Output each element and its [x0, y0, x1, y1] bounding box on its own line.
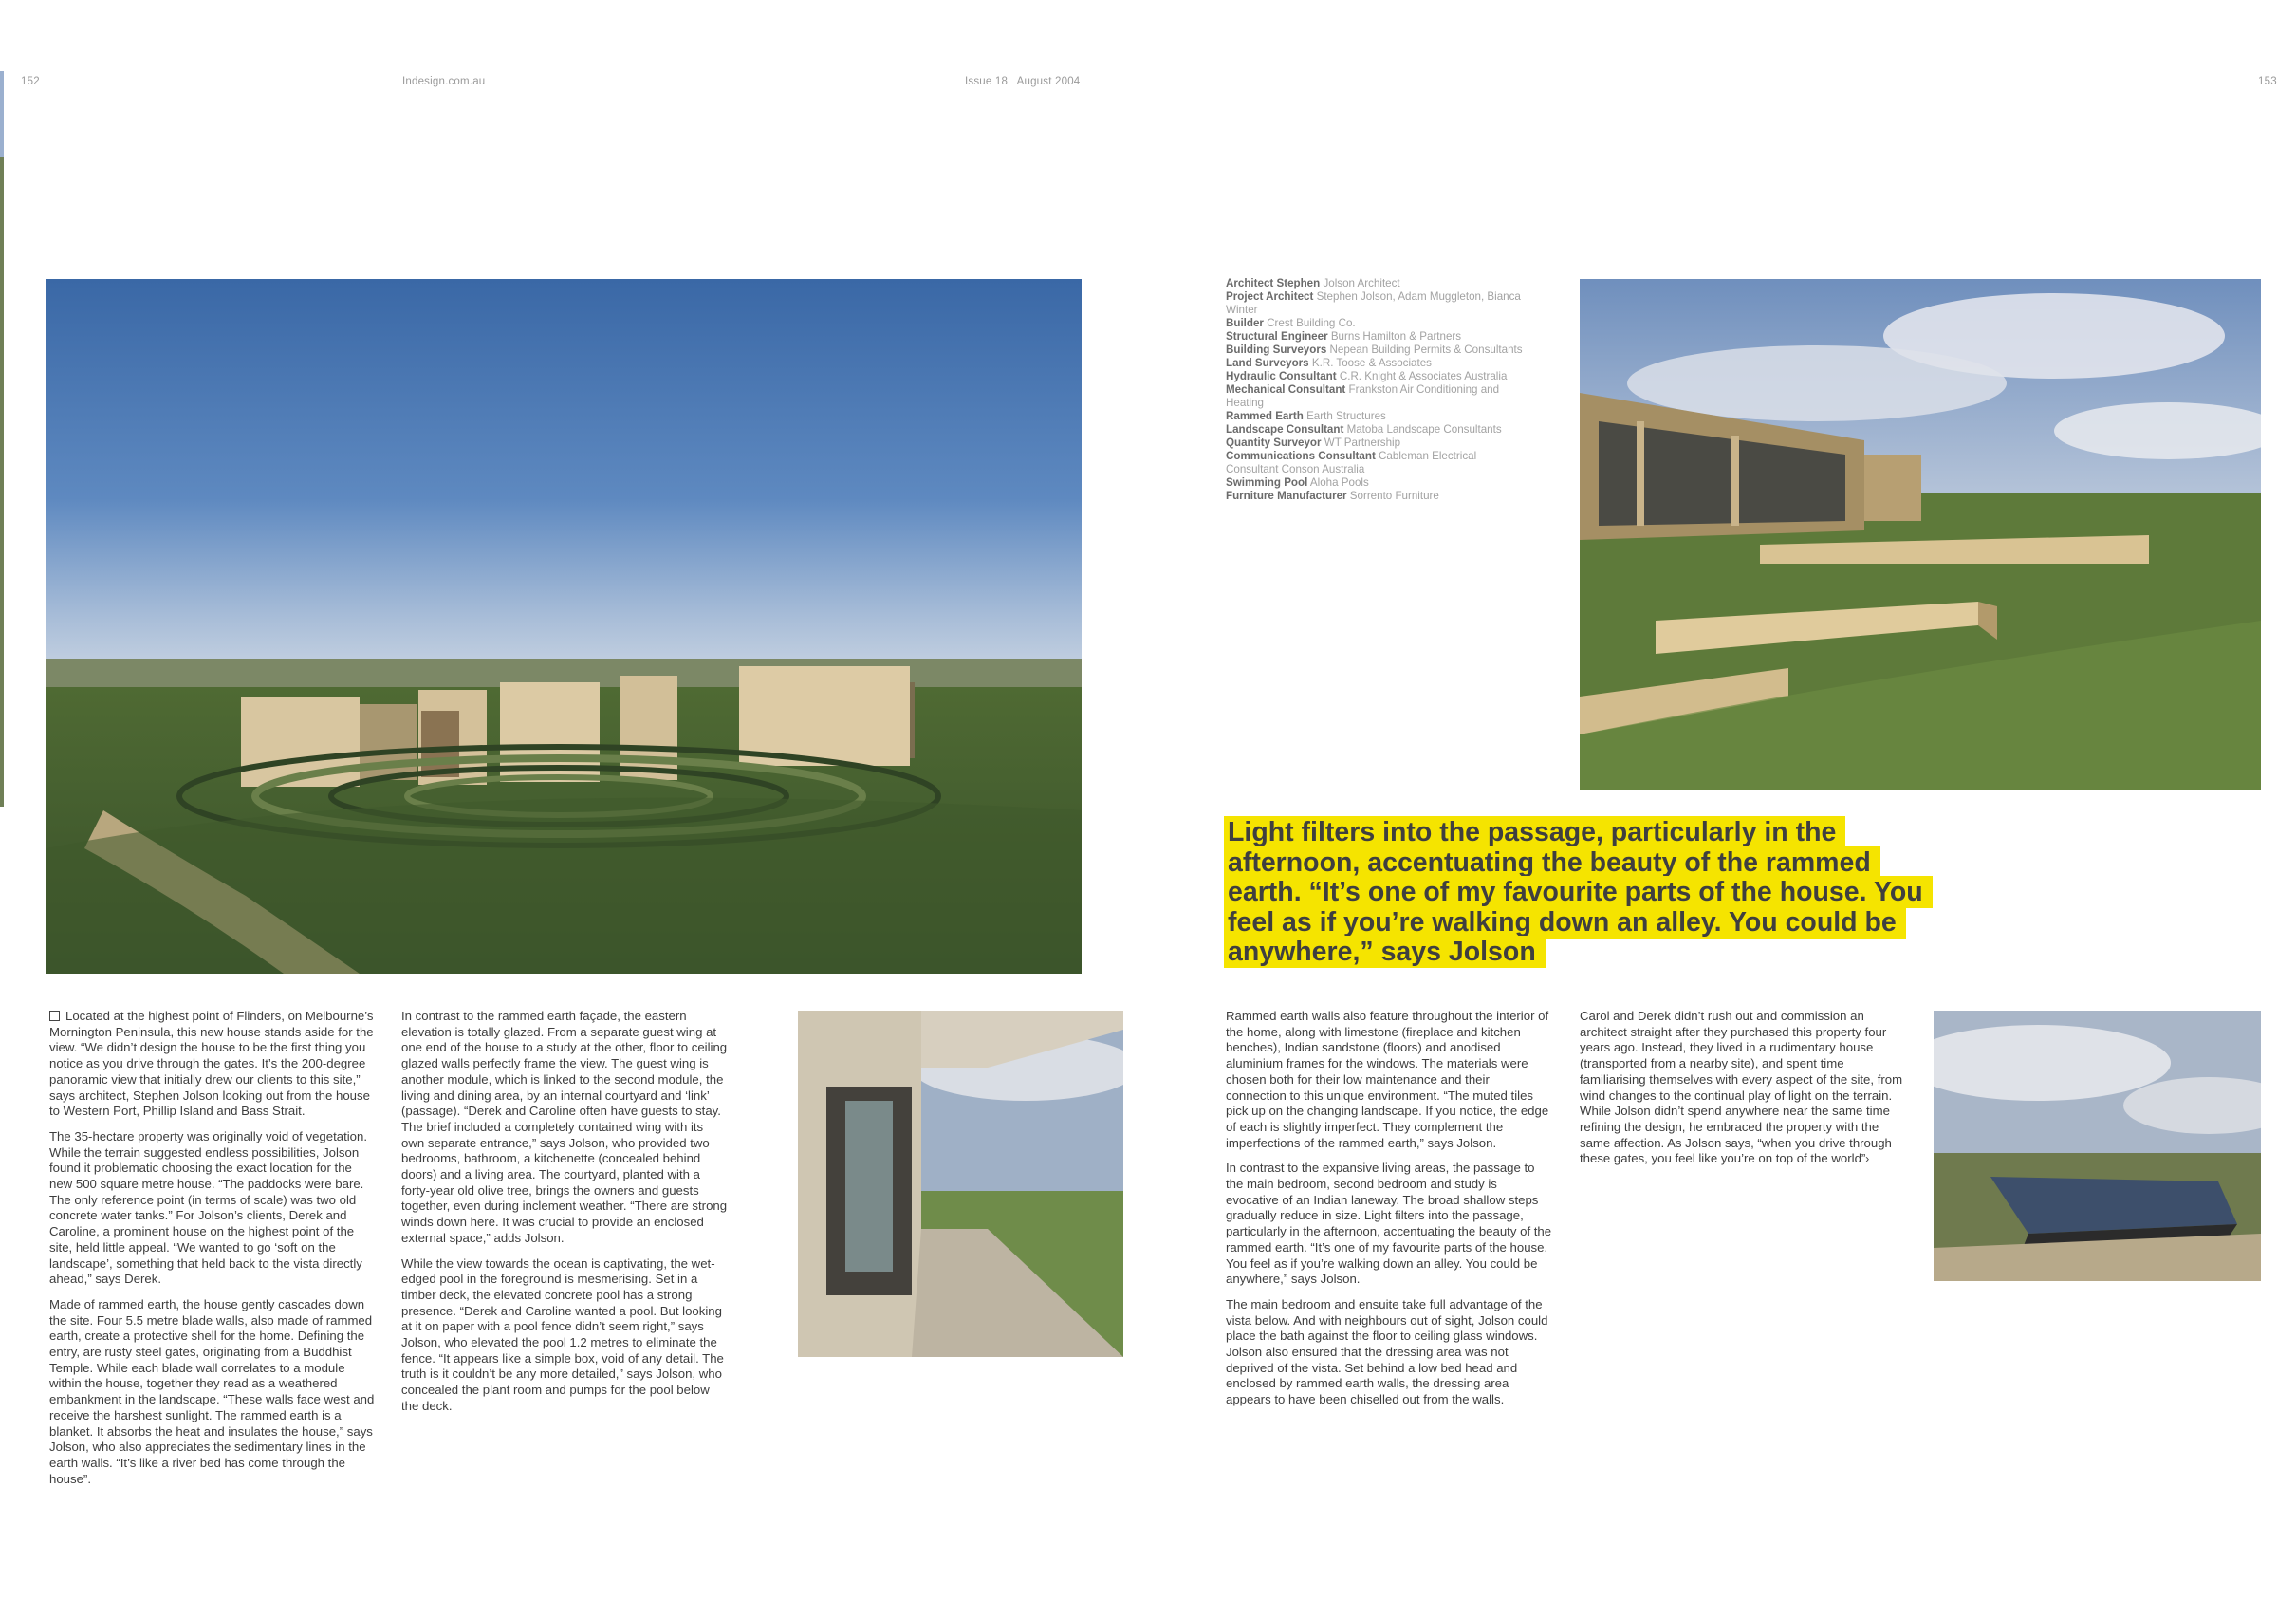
credit-entry: Communications Consultant Cableman Electrical Consultant Conson Australia	[1226, 450, 1477, 475]
page-edge-strip	[0, 71, 4, 807]
credit-entry: Project Architect Stephen Jolson, Adam Muggleton, Bianca Winter	[1226, 290, 1521, 316]
paragraph: In contrast to the rammed earth façade, the eastern elevation is totally glazed. From a separate guest wing at one end of the house to a study at the other, floor to ceiling glazed walls perfectly frame the view. The guest wing is another module, which is linked to the second module, the living and dining area, by an internal courtyard and ‘link’ (passage). “Derek and Caroline often have guests to stay. The brief included a completely contained wing with its own separate entrance,” says Jolson, who provided two bedrooms, bathroom, a kitchenette (concealed behind doors) and a living area. The courtyard, planted with a forty-year old olive tree, brings the owners and guests together, even during inclement weather. “There are strong winds down here. It was crucial to provide an enclosed external space,” adds Jolson.	[401, 1009, 728, 1245]
credit-entry: Furniture Manufacturer Sorrento Furniture	[1226, 490, 1439, 502]
paragraph: Made of rammed earth, the house gently cascades down the site. Four 5.5 metre blade walls, also made of rammed earth, create a protective shell for the home. Defining the entry, are rusty steel gates, originating from a Buddhist Temple. While each blade wall correlates to a module within the house, together they read as a weathered embankment in the landscape. “These walls face west and receive the harshest sunlight. The rammed earth is a blanket. It absorbs the heat and insulates the house,” says Jolson, who also appreciates the sedimentary lines in the earth walls. “It’s like a river bed has come through the house”.	[49, 1296, 375, 1486]
paragraph: The 35-hectare property was originally void of vegetation. While the terrain suggested endless possibilities, Jolson found it problematic choosing the exact location for the new 500 square metre house. “The paddocks were bare. The only reference point (in terms of scale) was two old concrete water tanks.” For Jolson’s clients, Derek and Caroline, a prominent house on the highest point of the site, held little appeal. “We wanted to go ‘soft on the landscape’, something that held back to the vista directly ahead,” says Derek.	[49, 1128, 367, 1287]
credit-entry: Building Surveyors Nepean Building Permits & Consultants	[1226, 344, 1523, 356]
body-column-4	[1580, 1009, 1907, 1177]
paragraph: Located at the highest point of Flinders, on Melbourne’s Mornington Peninsula, this new house stands aside for the view. “We didn’t design the house to be the first thing you notice as you drive through the gates. It’s the 200-degree panoramic view that initially drew our clients to this site,” says architect, Stephen Jolson looking out from the house to Western Port, Phillip Island and Bass Strait.	[49, 1009, 374, 1119]
credit-entry: Swimming Pool Aloha Pools	[1226, 476, 1369, 489]
article-start-marker	[49, 1011, 60, 1021]
right-page-number: 153	[2258, 76, 2277, 87]
paragraph: Rammed earth walls also feature throughout the interior of the home, along with limestone (fireplace and kitchen benches), Indian sandstone (floors) and anodised aluminium frames for the windows. The materials were chosen both for their low maintenance and their connection to this unique environment. “The muted tiles pick up on the changing landscape. If you notice, the edge of each is slightly imperfect. They complement the imperfections of the rammed earth,” says Jolson.	[1226, 1009, 1549, 1150]
paragraph: In contrast to the expansive living areas, the passage to the main bedroom, second bedroom and study is evocative of an Indian laneway. The broad shallow steps gradually reduce in size. Light filters into the passage, particularly in the afternoon, accentuating the beauty of the rammed earth. “It’s one of my favourite parts of the house. You feel as if you’re walking down an alley. You could be anywhere,” says Jolson.	[1226, 1161, 1552, 1287]
body-column-2	[401, 1009, 729, 1424]
body-column-1	[49, 1009, 377, 1497]
project-credits	[1226, 277, 1529, 503]
credit-entry: Landscape Consultant Matoba Landscape Consultants	[1226, 423, 1502, 436]
credit-entry: Land Surveyors K.R. Toose & Associates	[1226, 357, 1432, 369]
credit-entry: Mechanical Consultant Frankston Air Conditioning and Heating	[1226, 383, 1500, 409]
credit-entry: Structural Engineer Burns Hamilton & Partners	[1226, 330, 1462, 343]
paragraph: Carol and Derek didn’t rush out and commission an architect straight after they purchased this property four years ago. Instead, they lived in a rudimentary house (transported from a nearby site), and spent time familiarising themselves with every aspect of the site, from wind changes to the continual play of light on the terrain. While Jolson didn’t spend anywhere near the same time refining the design, he embraced the property with the same affection. As Jolson says, “when you drive through these gates, you feel like you’re on top of the world”›	[1580, 1009, 1903, 1166]
left-page-number: 152	[21, 76, 40, 87]
main-house-photo	[46, 279, 1082, 974]
paragraph: While the view towards the ocean is captivating, the wet-edged pool in the foreground is mesmerising. Set in a timber deck, the elevated concrete pool has a strong presence. “Derek and Caroline wanted a pool. But looking at it on paper with a pool fence didn’t seem right,” says Jolson, who elevated the pool 1.2 metres to eliminate the fence. “It appears like a simple box, void of any detail. The truth is it couldn’t be any more detailed,” says Jolson, who concealed the plant room and pumps for the pool below the deck.	[401, 1255, 724, 1413]
house-terrace-photo	[1580, 279, 2261, 790]
passage-photo	[798, 1011, 1123, 1357]
pull-quote: Light filters into the passage, particularly in the afternoon, accentuating the beauty of the rammed earth. “It’s one of my favourite parts of the house. You feel as if you’re walking down an alley. You could be anywhere,” says Jolson	[1224, 818, 1926, 968]
credit-entry: Quantity Surveyor WT Partnership	[1226, 437, 1401, 449]
paragraph: The main bedroom and ensuite take full advantage of the vista below. And with neighbours out of sight, Jolson could place the bath against the floor to ceiling glass windows. Jolson also ensured that the dressing area was not deprived of the vista. Set behind a low bed head and enclosed by rammed earth walls, the dressing area appears to have been chiselled out from the walls.	[1226, 1296, 1548, 1407]
site-url: Indesign.com.au	[402, 76, 486, 87]
credit-entry: Architect Stephen Jolson Architect	[1226, 277, 1400, 289]
pool-photo	[1934, 1011, 2261, 1281]
credit-entry: Builder Crest Building Co.	[1226, 317, 1356, 329]
credit-entry: Rammed Earth Earth Structures	[1226, 410, 1386, 422]
credit-entry: Hydraulic Consultant C.R. Knight & Associates Australia	[1226, 370, 1508, 382]
end-of-article-mark: ›	[1865, 1152, 1870, 1166]
body-column-3	[1226, 1009, 1553, 1418]
issue-date: Issue 18 August 2004	[965, 76, 1081, 87]
